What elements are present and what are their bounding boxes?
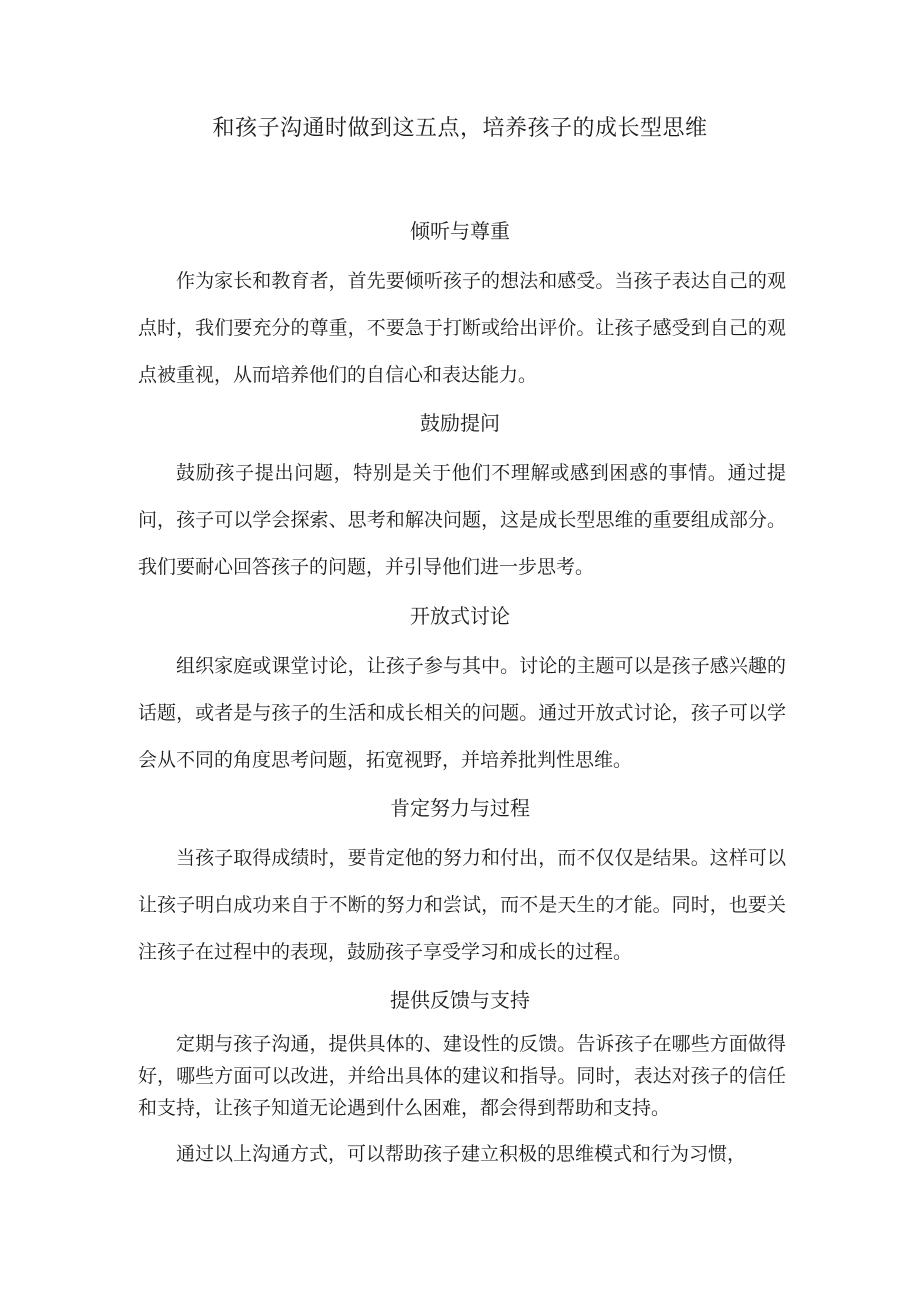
- section-heading-effort: 肯定努力与过程: [390, 796, 530, 820]
- section-heading-questions: 鼓励提问: [420, 411, 500, 435]
- section-body-questions: 鼓励孩子提出问题，特别是关于他们不理解或感到困惑的事情。通过提问，孩子可以学会探索、思考和解决问题，这是成长型思维的重要组成部分。我们要耐心回答孩子的问题，并引导他们进一步思考。: [138, 462, 786, 578]
- section-body-feedback: 定期与孩子沟通，提供具体的、建设性的反馈。告诉孩子在哪些方面做得好，哪些方面可以改进，并给出具体的建议和指导。同时，表达对孩子的信任和支持，让孩子知道无论遇到什么困难，都会得到帮助和支持。: [138, 1033, 786, 1119]
- section-body-listening: 作为家长和教育者，首先要倾听孩子的想法和感受。当孩子表达自己的观点时，我们要充分的尊重，不要急于打断或给出评价。让孩子感受到自己的观点被重视，从而培养他们的自信心和表达能力。: [138, 270, 786, 386]
- section-body-effort: 当孩子取得成绩时，要肯定他的努力和付出，而不仅仅是结果。这样可以让孩子明白成功来自于不断的努力和尝试，而不是天生的才能。同时，也要关注孩子在过程中的表现，鼓励孩子享受学习和成长的过程。: [138, 847, 786, 963]
- section-heading-feedback: 提供反馈与支持: [390, 988, 530, 1012]
- section-heading-discussion: 开放式讨论: [410, 604, 510, 628]
- page-title: 和孩子沟通时做到这五点，培养孩子的成长型思维: [212, 116, 708, 141]
- section-body-discussion: 组织家庭或课堂讨论，让孩子参与其中。讨论的主题可以是孩子感兴趣的话题，或者是与孩子的生活和成长相关的问题。通过开放式讨论，孩子可以学会从不同的角度思考问题，拓宽视野，并培养批判性思维。: [138, 655, 786, 771]
- closing-paragraph: 通过以上沟通方式，可以帮助孩子建立积极的思维模式和行为习惯，: [176, 1143, 747, 1165]
- section-heading-listening: 倾听与尊重: [410, 219, 510, 243]
